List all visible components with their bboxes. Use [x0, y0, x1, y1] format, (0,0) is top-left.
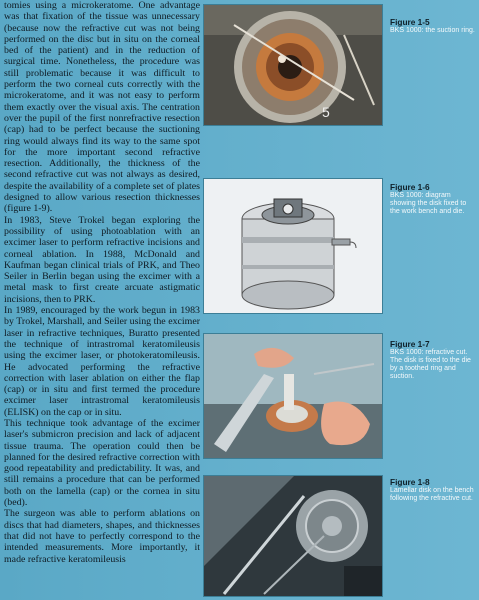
- caption-title: Figure 1-8: [390, 477, 430, 487]
- figure-1-5-marker: 5: [322, 104, 330, 120]
- paragraph-5: The surgeon was able to perform ablations on discs that had diameters, shapes, and thicknesses that did not have to perfectly correspond to the intended measurements. More importantly, it made refractive keratomileusis: [4, 508, 200, 565]
- caption-text: BKS 1000: diagram showing the disk fixed to the work bench and die.: [390, 192, 467, 216]
- paragraph-1: tomies using a microkeratome. One advantage was that fixation of the tissue was unnecessary (because now the refractive cut was not being performed on the disc but in situ on the corneal bed of the patient) and in the reduction of surgical time. Nonetheless, the procedure was still problematic because it was difficult to perform the two corneal cuts correctly with the microkeratome, and it was not easy to perform them exactly over the visual axis. The centration over the pupil of the first nonrefractive resection (cap) had to be perfect because the suctioning ring would always find its way to the same spot for the more important second refractive resection. Additionally, the thickness of the second refractive cut was not always as desired, despite the availability of a complete set of plates designed to allow various resection thicknesses (figure 1-9).: [4, 0, 200, 215]
- caption-title: Figure 1-6: [390, 182, 430, 192]
- paragraph-4: This technique took advantage of the excimer laser's submicron precision and lack of adjacent tissue trauma. The operation could then be planned for the desired refractive correction with good repeatability and predictability. It was, and still remains a procedure that can be performed both on the lamella (cap) or the cornea in situ (bed).: [4, 417, 200, 509]
- figure-1-5-photo: [203, 4, 383, 126]
- figure-1-7-photo: [203, 333, 383, 459]
- caption-figure-1-6: [390, 182, 476, 216]
- caption-title: Figure 1-5: [390, 17, 430, 27]
- caption-text: Lamellar disk on the bench following the refractive cut.: [390, 487, 474, 503]
- caption-figure-1-7: [390, 339, 476, 381]
- caption-title: Figure 1-7: [390, 339, 430, 349]
- paragraph-2: In 1983, Steve Trokel began exploring the possibility of using photoablation with an excimer laser to perform refractive incisions and corneal ablation. In 1988, McDonald and Kaufman began clinical trials of PRK, and Theo Seiler in Berlin began using the excimer with a metal mask to first create arcuate astigmatic incisions, then to PRK.: [4, 214, 200, 305]
- figure-1-6-diagram: [203, 178, 383, 314]
- figure-1-8-photo: [203, 475, 383, 597]
- body-text-column: [4, 0, 200, 565]
- caption-text: BKS 1000: the suction ring.: [390, 27, 475, 34]
- caption-figure-1-5: [390, 17, 476, 35]
- caption-text: BKS 1000: refractive cut. The disk is fixed to the die by a toothed ring and suction.: [390, 349, 471, 381]
- paragraph-3: In 1989, encouraged by the work begun in 1983 by Trokel, Marshall, and Seiler using the excimer laser in refractive techniques, Buratto presented the technique of intrastromal keratomileusis using the excimer laser, or photokeratomileusis. He advocated performing the refractive correction with laser ablation on either the flap (cap) or in situ and first termed the procedure excimer laser intrastromal keratomileusis (ELISK) on the cap or in situ.: [4, 305, 200, 418]
- caption-figure-1-8: [390, 477, 476, 503]
